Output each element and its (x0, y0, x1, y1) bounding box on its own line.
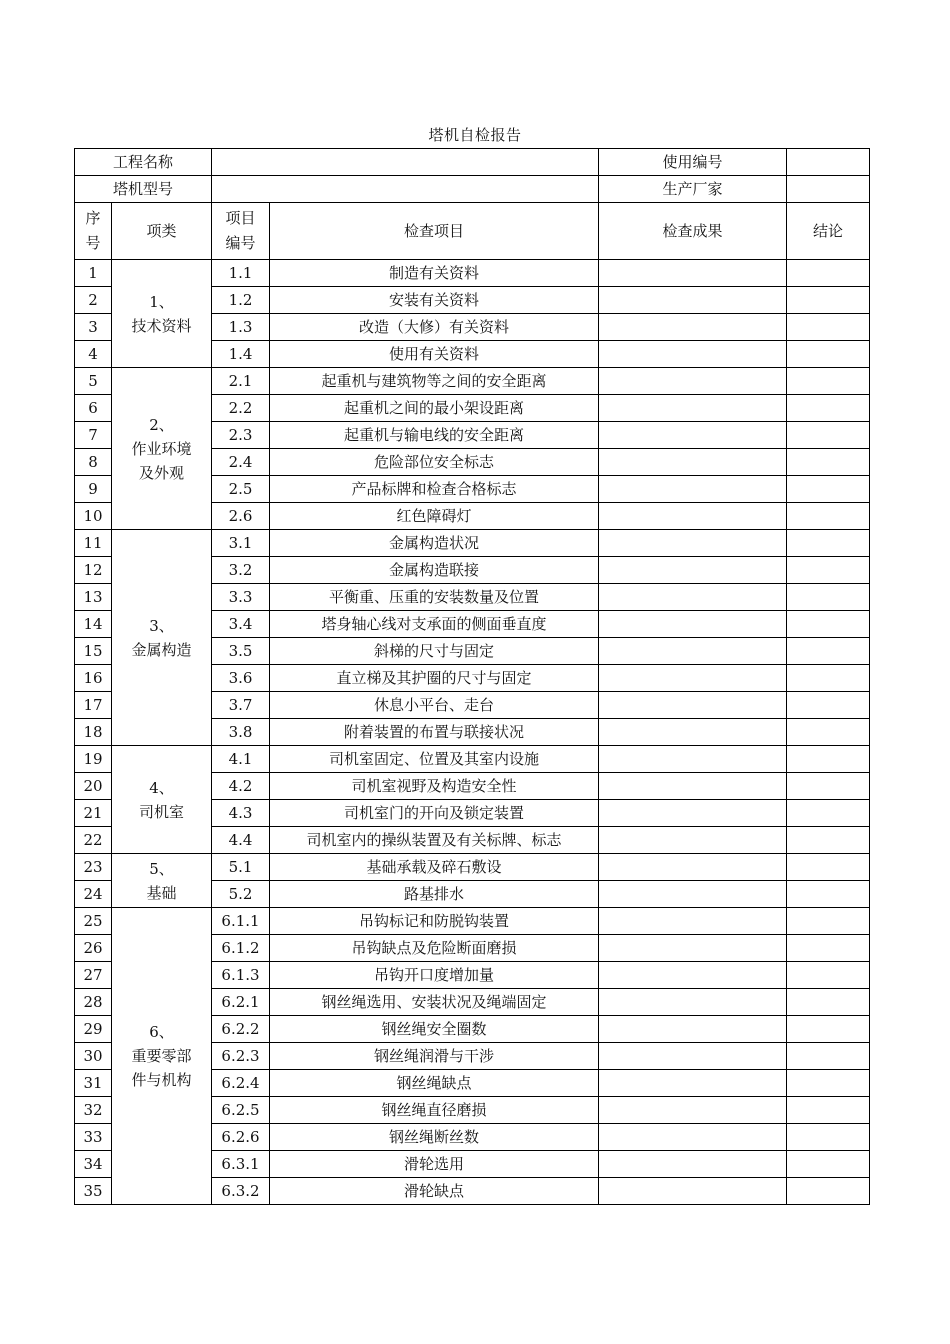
row-result[interactable] (599, 530, 787, 557)
category-cell (112, 854, 212, 908)
row-code: 3.2 (212, 557, 270, 584)
row-result[interactable] (599, 1043, 787, 1070)
row-result[interactable] (599, 1016, 787, 1043)
row-result[interactable] (599, 503, 787, 530)
row-item: 路基排水 (270, 881, 599, 908)
row-conclusion[interactable] (787, 611, 870, 638)
row-code: 6.2.1 (212, 989, 270, 1016)
row-item: 危险部位安全标志 (270, 449, 599, 476)
row-conclusion[interactable] (787, 827, 870, 854)
row-code: 2.4 (212, 449, 270, 476)
row-item: 吊钩开口度增加量 (270, 962, 599, 989)
category-label: 重要零部 (131, 1047, 192, 1065)
row-result[interactable] (599, 746, 787, 773)
row-seq: 28 (75, 989, 112, 1016)
row-conclusion[interactable] (787, 1124, 870, 1151)
category-label: 作业环境 (131, 439, 192, 458)
row-seq: 19 (75, 746, 112, 773)
row-conclusion[interactable] (787, 935, 870, 962)
row-item: 司机室内的操纵装置及有关标牌、标志 (270, 827, 599, 854)
row-conclusion[interactable] (787, 422, 870, 449)
row-seq: 4 (75, 341, 112, 368)
model-field[interactable] (212, 176, 599, 203)
row-seq: 35 (75, 1178, 112, 1205)
row-code: 4.1 (212, 746, 270, 773)
row-code: 6.3.2 (212, 1178, 270, 1205)
row-conclusion[interactable] (787, 881, 870, 908)
model-label: 塔机型号 (75, 176, 212, 203)
row-code: 2.5 (212, 476, 270, 503)
row-conclusion[interactable] (787, 1178, 870, 1205)
row-seq: 32 (75, 1097, 112, 1124)
inspection-table (74, 148, 870, 1205)
row-seq: 25 (75, 908, 112, 935)
row-result[interactable] (599, 989, 787, 1016)
header-row-2 (75, 176, 870, 203)
row-result[interactable] (599, 476, 787, 503)
table-row (75, 854, 870, 881)
row-seq: 11 (75, 530, 112, 557)
row-result[interactable] (599, 665, 787, 692)
row-result[interactable] (599, 584, 787, 611)
seq-column-header: 序 号 (75, 203, 112, 260)
row-result[interactable] (599, 827, 787, 854)
row-conclusion[interactable] (787, 584, 870, 611)
row-code: 2.2 (212, 395, 270, 422)
row-item: 附着装置的布置与联接状况 (270, 719, 599, 746)
row-result[interactable] (599, 773, 787, 800)
row-item: 安装有关资料 (270, 287, 599, 314)
row-result[interactable] (599, 287, 787, 314)
row-result[interactable] (599, 908, 787, 935)
row-result[interactable] (599, 881, 787, 908)
row-code: 4.3 (212, 800, 270, 827)
row-conclusion[interactable] (787, 1043, 870, 1070)
row-conclusion[interactable] (787, 260, 870, 287)
row-code: 2.6 (212, 503, 270, 530)
row-result[interactable] (599, 557, 787, 584)
row-result[interactable] (599, 854, 787, 881)
row-code: 1.1 (212, 260, 270, 287)
row-code: 3.8 (212, 719, 270, 746)
row-conclusion[interactable] (787, 908, 870, 935)
row-item: 改造（大修）有关资料 (270, 314, 599, 341)
row-seq: 9 (75, 476, 112, 503)
row-result[interactable] (599, 719, 787, 746)
table-row (75, 260, 870, 287)
row-conclusion[interactable] (787, 449, 870, 476)
row-item: 金属构造状况 (270, 530, 599, 557)
row-item: 产品标牌和检查合格标志 (270, 476, 599, 503)
row-conclusion[interactable] (787, 314, 870, 341)
row-result[interactable] (599, 692, 787, 719)
table-row (75, 908, 870, 935)
row-seq: 3 (75, 314, 112, 341)
row-seq: 29 (75, 1016, 112, 1043)
row-code: 5.2 (212, 881, 270, 908)
row-seq: 20 (75, 773, 112, 800)
header-row-1 (75, 149, 870, 176)
row-conclusion[interactable] (787, 854, 870, 881)
row-seq: 15 (75, 638, 112, 665)
conclusion-column-header: 结论 (787, 203, 870, 260)
category-number: 3、 (149, 616, 174, 635)
row-seq: 5 (75, 368, 112, 395)
row-item: 红色障碍灯 (270, 503, 599, 530)
row-item: 金属构造联接 (270, 557, 599, 584)
row-seq: 26 (75, 935, 112, 962)
row-seq: 6 (75, 395, 112, 422)
project-name-field[interactable] (212, 149, 599, 176)
column-header-row (75, 203, 870, 260)
row-result[interactable] (599, 1124, 787, 1151)
row-conclusion[interactable] (787, 1151, 870, 1178)
row-seq: 10 (75, 503, 112, 530)
row-result[interactable] (599, 341, 787, 368)
row-seq: 2 (75, 287, 112, 314)
category-number: 1、 (149, 292, 174, 311)
row-result[interactable] (599, 1070, 787, 1097)
row-item: 斜梯的尺寸与固定 (270, 638, 599, 665)
row-item: 钢丝绳选用、安装状况及绳端固定 (270, 989, 599, 1016)
row-item: 基础承载及碎石敷设 (270, 854, 599, 881)
category-label: 司机室 (139, 802, 185, 821)
row-item: 滑轮选用 (270, 1151, 599, 1178)
row-conclusion[interactable] (787, 368, 870, 395)
row-result[interactable] (599, 611, 787, 638)
row-code: 6.2.4 (212, 1070, 270, 1097)
row-conclusion[interactable] (787, 638, 870, 665)
row-result[interactable] (599, 395, 787, 422)
row-item: 使用有关资料 (270, 341, 599, 368)
category-cell (112, 530, 212, 746)
row-seq: 33 (75, 1124, 112, 1151)
row-result[interactable] (599, 1151, 787, 1178)
row-code: 6.2.6 (212, 1124, 270, 1151)
category-cell (112, 908, 212, 1205)
category-label-line2: 件与机构 (131, 1071, 192, 1089)
row-code: 1.3 (212, 314, 270, 341)
row-conclusion[interactable] (787, 503, 870, 530)
table-row (75, 368, 870, 395)
category-number: 2、 (149, 415, 174, 434)
table-row (75, 530, 870, 557)
row-conclusion[interactable] (787, 773, 870, 800)
row-seq: 21 (75, 800, 112, 827)
row-conclusion[interactable] (787, 287, 870, 314)
usage-no-field[interactable] (787, 149, 870, 176)
item-column-header: 检查项目 (270, 203, 599, 260)
row-seq: 23 (75, 854, 112, 881)
row-conclusion[interactable] (787, 395, 870, 422)
row-conclusion[interactable] (787, 530, 870, 557)
category-label-line2: 及外观 (139, 463, 185, 482)
row-conclusion[interactable] (787, 1070, 870, 1097)
row-code: 3.7 (212, 692, 270, 719)
row-code: 3.4 (212, 611, 270, 638)
category-label: 基础 (146, 883, 177, 902)
row-code: 3.6 (212, 665, 270, 692)
row-conclusion[interactable] (787, 341, 870, 368)
row-code: 4.2 (212, 773, 270, 800)
row-code: 3.1 (212, 530, 270, 557)
project-name-label: 工程名称 (75, 149, 212, 176)
category-column-header: 项类 (112, 203, 212, 260)
row-seq: 22 (75, 827, 112, 854)
row-result[interactable] (599, 800, 787, 827)
row-item: 起重机与建筑物等之间的安全距离 (270, 368, 599, 395)
row-result[interactable] (599, 1097, 787, 1124)
row-seq: 30 (75, 1043, 112, 1070)
manufacturer-label: 生产厂家 (599, 176, 787, 203)
row-code: 2.1 (212, 368, 270, 395)
row-result[interactable] (599, 314, 787, 341)
result-column-header: 检查成果 (599, 203, 787, 260)
row-seq: 8 (75, 449, 112, 476)
row-seq: 13 (75, 584, 112, 611)
row-code: 6.2.3 (212, 1043, 270, 1070)
row-code: 6.1.3 (212, 962, 270, 989)
row-seq: 31 (75, 1070, 112, 1097)
row-item: 休息小平台、走台 (270, 692, 599, 719)
row-code: 6.1.1 (212, 908, 270, 935)
row-seq: 1 (75, 260, 112, 287)
row-code: 5.1 (212, 854, 270, 881)
row-item: 司机室固定、位置及其室内设施 (270, 746, 599, 773)
row-seq: 34 (75, 1151, 112, 1178)
row-result[interactable] (599, 368, 787, 395)
row-code: 2.3 (212, 422, 270, 449)
category-number: 4、 (149, 778, 174, 797)
row-code: 6.3.1 (212, 1151, 270, 1178)
category-cell (112, 368, 212, 530)
row-code: 1.4 (212, 341, 270, 368)
row-item: 起重机与输电线的安全距离 (270, 422, 599, 449)
row-result[interactable] (599, 422, 787, 449)
row-conclusion[interactable] (787, 476, 870, 503)
row-item: 钢丝绳安全圈数 (270, 1016, 599, 1043)
row-item: 制造有关资料 (270, 260, 599, 287)
row-item: 钢丝绳缺点 (270, 1070, 599, 1097)
row-code: 3.3 (212, 584, 270, 611)
row-item: 吊钩标记和防脱钩装置 (270, 908, 599, 935)
row-item: 钢丝绳直径磨损 (270, 1097, 599, 1124)
row-seq: 18 (75, 719, 112, 746)
row-result[interactable] (599, 638, 787, 665)
report-title: 塔机自检报告 (428, 126, 522, 144)
row-code: 3.5 (212, 638, 270, 665)
row-code: 6.2.2 (212, 1016, 270, 1043)
row-item: 司机室门的开向及锁定装置 (270, 800, 599, 827)
category-cell (112, 260, 212, 368)
row-conclusion[interactable] (787, 962, 870, 989)
row-seq: 12 (75, 557, 112, 584)
row-conclusion[interactable] (787, 692, 870, 719)
row-conclusion[interactable] (787, 665, 870, 692)
row-item: 起重机之间的最小架设距离 (270, 395, 599, 422)
category-number: 5、 (149, 859, 174, 878)
row-item: 滑轮缺点 (270, 1178, 599, 1205)
row-item: 钢丝绳断丝数 (270, 1124, 599, 1151)
row-seq: 17 (75, 692, 112, 719)
row-item: 司机室视野及构造安全性 (270, 773, 599, 800)
row-conclusion[interactable] (787, 719, 870, 746)
row-code: 1.2 (212, 287, 270, 314)
row-conclusion[interactable] (787, 557, 870, 584)
row-result[interactable] (599, 935, 787, 962)
row-conclusion[interactable] (787, 1097, 870, 1124)
code-column-header: 项目 编号 (212, 203, 270, 260)
row-item: 吊钩缺点及危险断面磨损 (270, 935, 599, 962)
row-item: 钢丝绳润滑与干涉 (270, 1043, 599, 1070)
row-conclusion[interactable] (787, 1016, 870, 1043)
row-item: 平衡重、压重的安装数量及位置 (270, 584, 599, 611)
row-seq: 7 (75, 422, 112, 449)
row-conclusion[interactable] (787, 746, 870, 773)
row-seq: 14 (75, 611, 112, 638)
usage-no-label: 使用编号 (599, 149, 787, 176)
row-code: 4.4 (212, 827, 270, 854)
row-item: 直立梯及其护圈的尺寸与固定 (270, 665, 599, 692)
row-seq: 27 (75, 962, 112, 989)
row-result[interactable] (599, 962, 787, 989)
category-cell (112, 746, 212, 854)
row-conclusion[interactable] (787, 989, 870, 1016)
row-conclusion[interactable] (787, 800, 870, 827)
row-code: 6.2.5 (212, 1097, 270, 1124)
category-label: 技术资料 (131, 316, 192, 335)
category-label: 金属构造 (131, 640, 192, 659)
row-result[interactable] (599, 1178, 787, 1205)
category-number: 6、 (149, 1023, 174, 1041)
row-code: 6.1.2 (212, 935, 270, 962)
row-result[interactable] (599, 449, 787, 476)
table-row (75, 746, 870, 773)
row-seq: 24 (75, 881, 112, 908)
row-result[interactable] (599, 260, 787, 287)
row-item: 塔身轴心线对支承面的侧面垂直度 (270, 611, 599, 638)
manufacturer-field[interactable] (787, 176, 870, 203)
row-seq: 16 (75, 665, 112, 692)
